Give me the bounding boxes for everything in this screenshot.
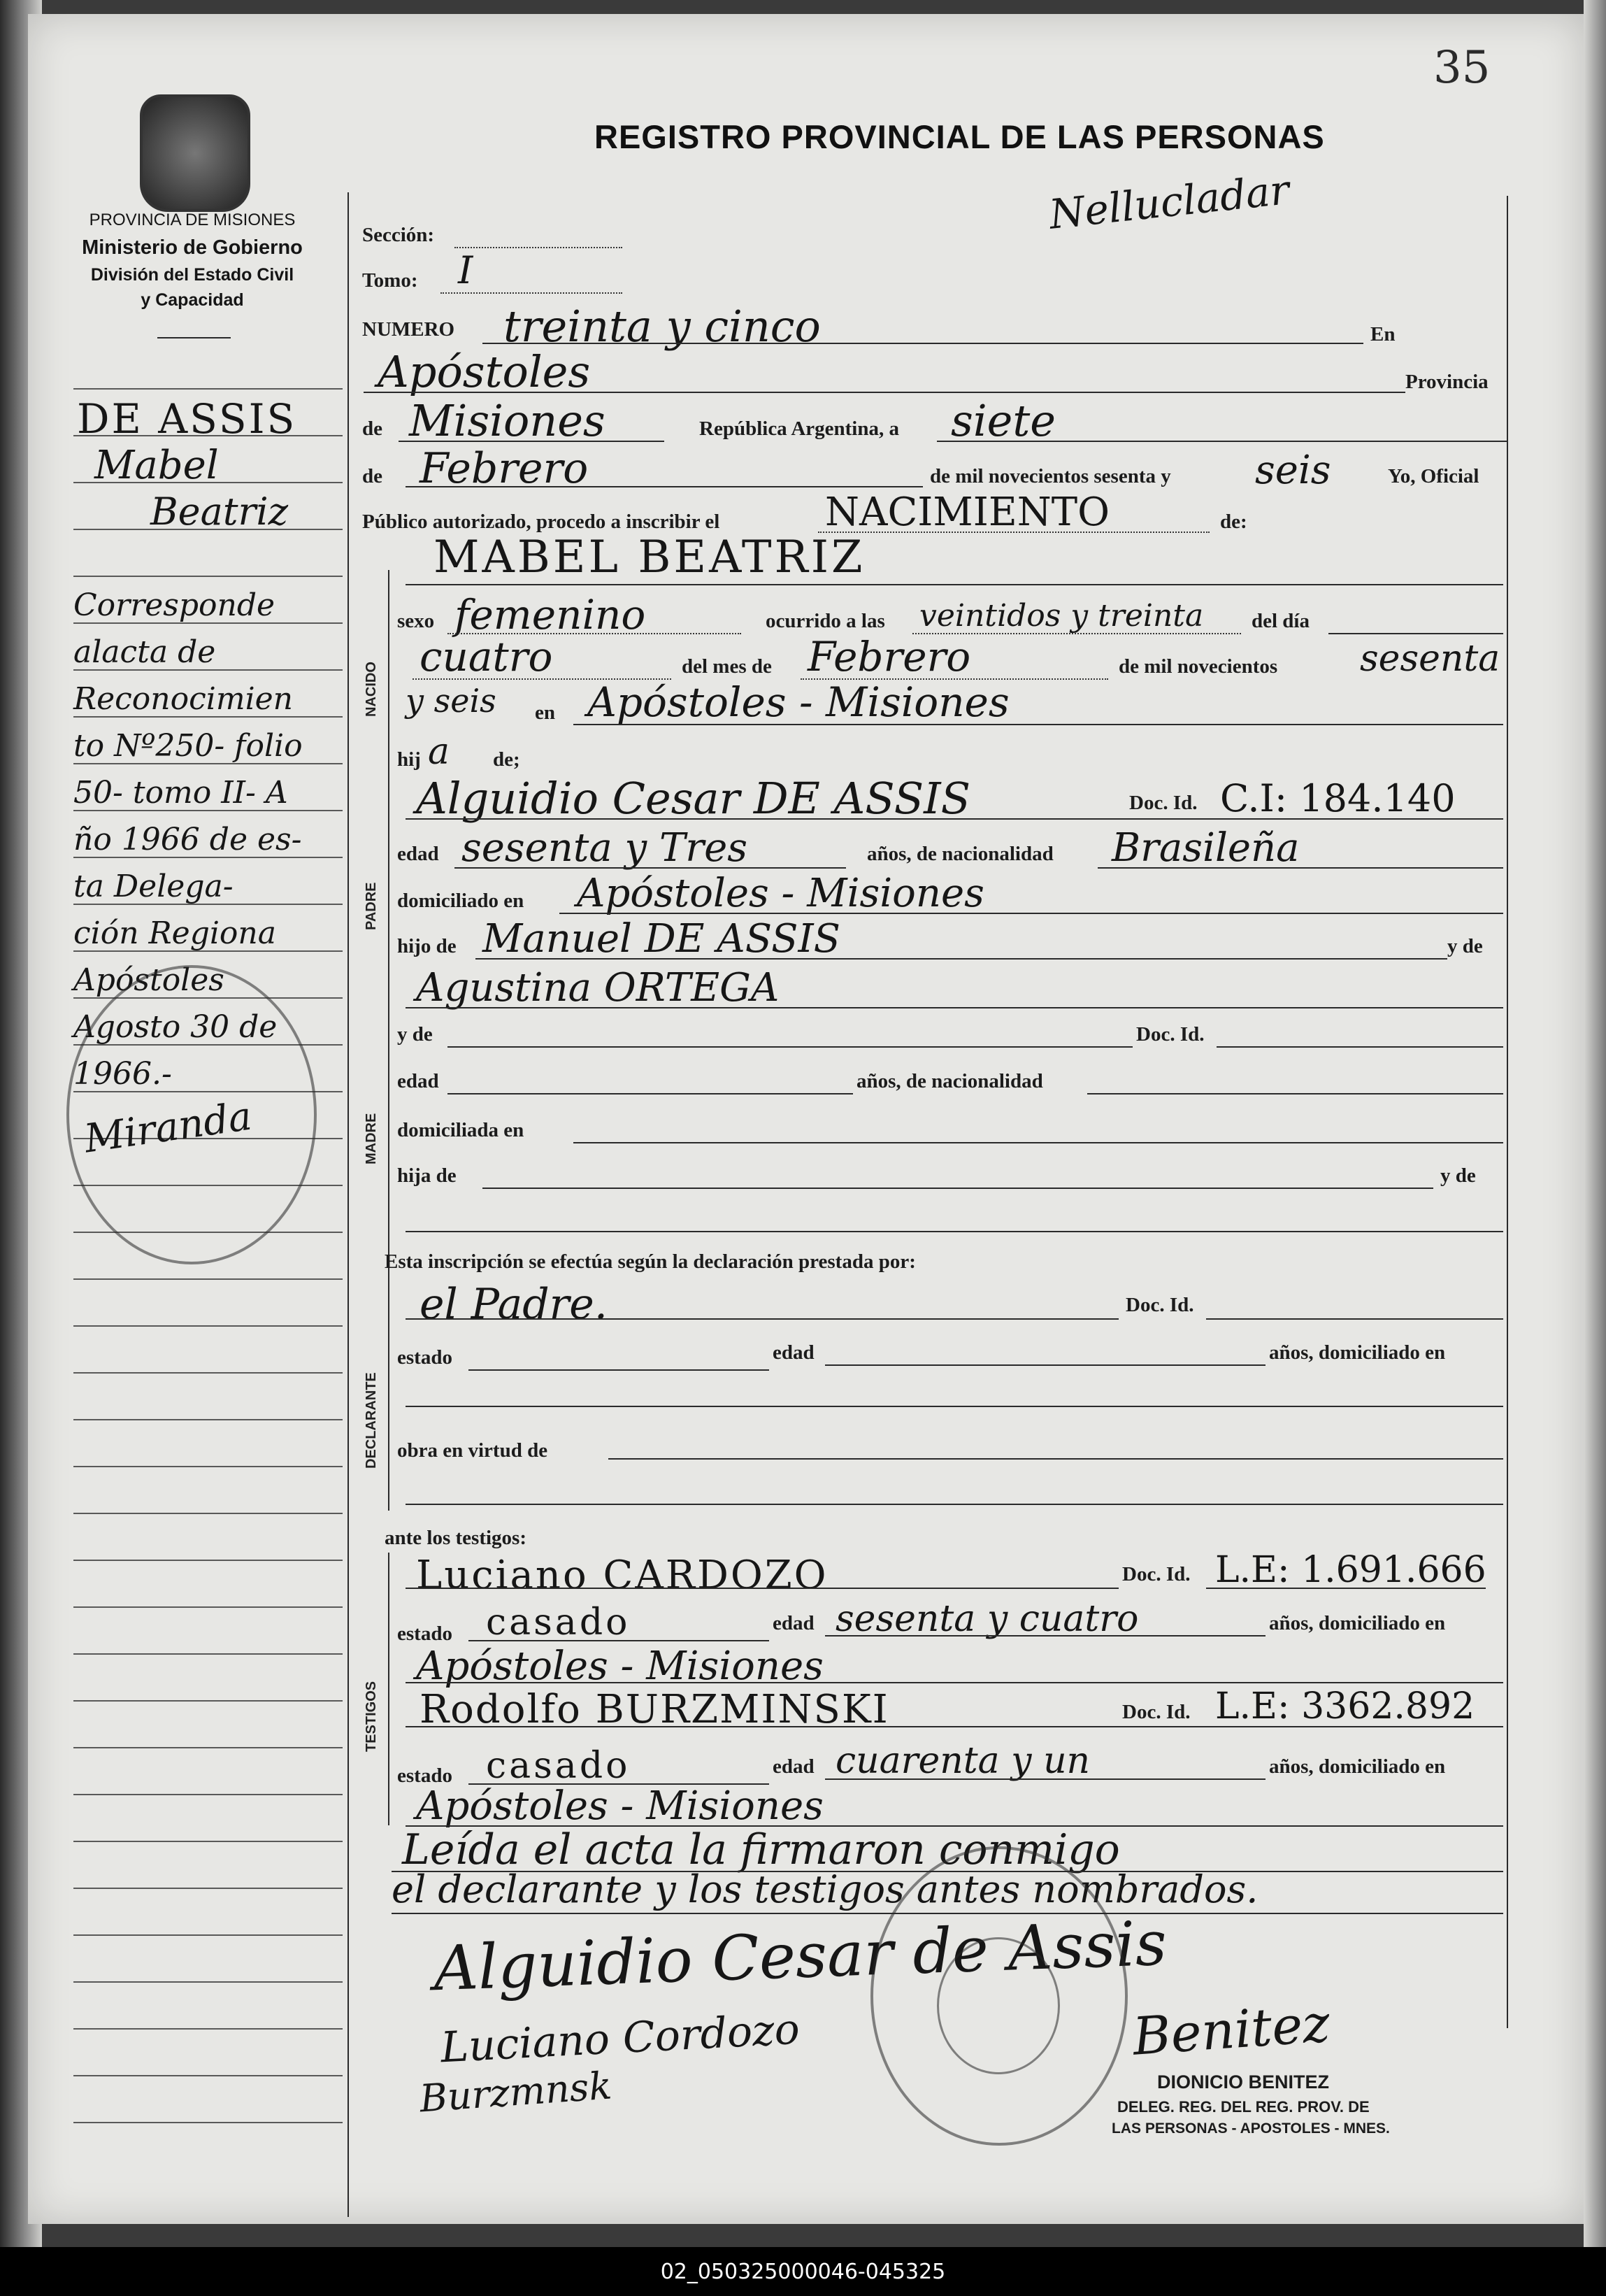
page-number: 35	[1433, 42, 1491, 94]
padre-madre-line	[406, 1007, 1503, 1008]
margin-rule-line	[73, 1700, 343, 1702]
right-rule	[1507, 196, 1508, 2028]
margin-rule-line	[73, 1794, 343, 1795]
side-label-padre: PADRE	[364, 882, 379, 930]
testigo2-line	[406, 1726, 1503, 1727]
madre-dom-label: domiciliada en	[397, 1119, 524, 1141]
testigo1-edad-line	[825, 1635, 1266, 1637]
signature-oficial: Benitez	[1131, 1993, 1332, 2067]
republica-label: República Argentina, a	[699, 418, 899, 440]
declarante-line	[406, 1318, 1119, 1320]
testigo1-line	[406, 1588, 1119, 1589]
tomo-line	[440, 292, 622, 294]
declarante-doc-line	[1206, 1318, 1503, 1320]
del-mes-label: del mes de	[682, 655, 772, 678]
signature-margin: Miranda	[81, 1093, 255, 1162]
margin-name2: Beatriz	[150, 490, 289, 534]
margin-note-line: Corresponde	[73, 587, 275, 623]
header-divider	[157, 337, 231, 338]
lugar-line	[364, 392, 1405, 393]
de-mil2-label: de mil novecientos	[1119, 655, 1278, 678]
footer-id: 02_050325000046-045325	[660, 2259, 946, 2284]
acto-value: NACIMIENTO	[825, 490, 1110, 535]
margin-rule-line	[73, 2122, 343, 2123]
madre-dom-line	[573, 1142, 1503, 1143]
anio-value: seis	[1255, 448, 1331, 493]
official-line2: DELEG. REG. DEL REG. PROV. DE	[1117, 2098, 1370, 2116]
testigo2-edad-value: cuarenta y un	[836, 1740, 1091, 1782]
padre-doc-label: Doc. Id.	[1129, 792, 1198, 814]
testigo2-estado-value: casado	[486, 1745, 631, 1787]
padre-doc-value: C.I: 184.140	[1220, 776, 1456, 820]
de-label-1: de	[362, 418, 382, 440]
publico-label: Público autorizado, procedo a inscribir el	[362, 511, 720, 533]
margin-rule-line	[73, 1372, 343, 1374]
official-line3: LAS PERSONAS - APOSTOLES - MNES.	[1112, 2120, 1390, 2137]
testigo1-estado-label: estado	[397, 1623, 452, 1645]
declarante-doc-label: Doc. Id.	[1126, 1294, 1194, 1316]
hija-de-label: hija de	[397, 1164, 457, 1187]
madre-nac-line	[1087, 1093, 1503, 1094]
margin-note-line: ño 1966 de es-	[73, 822, 302, 857]
madre-anos-label: años, de nacionalidad	[856, 1070, 1043, 1092]
testigo1-estado-value: casado	[486, 1602, 631, 1643]
mes-nac-value: Febrero	[808, 633, 971, 680]
margin-rule-line	[73, 1419, 343, 1420]
dia-a-value: siete	[951, 395, 1056, 446]
madre-doc-line	[1217, 1046, 1503, 1048]
de-semi-label: de;	[493, 748, 520, 771]
hijo-de-label: hijo de	[397, 935, 457, 957]
cierre-line-1: Leída el acta la firmaron conmigo	[402, 1825, 1120, 1874]
margin-name1: Mabel	[94, 443, 219, 488]
anio-nac-a-value: sesenta	[1360, 638, 1500, 680]
nombre-value: MABEL BEATRIZ	[433, 532, 866, 583]
page-edge	[1584, 0, 1606, 2296]
testigo1-doc-line	[1206, 1588, 1486, 1589]
margin-rule-line	[73, 1934, 343, 1936]
testigo1-edad-value: sesenta y cuatro	[836, 1598, 1139, 1640]
sexo-value: femenino	[454, 591, 646, 639]
cierre-line-2: el declarante y los testigos antes nombrados.	[392, 1867, 1259, 1911]
signature-padre: Alguidio Cesar de Assis	[432, 1906, 1168, 2005]
padre-madre-value: Agustina ORTEGA	[416, 965, 780, 1011]
official-name: DIONICIO BENITEZ	[1157, 2072, 1330, 2092]
declaracion-label: Esta inscripción se efectúa según la declaración prestada por:	[385, 1250, 916, 1273]
footer-bar	[0, 2247, 1606, 2296]
testigo1-dom-value: Apóstoles - Misiones	[416, 1643, 824, 1689]
margin-note-line: alacta de	[73, 634, 216, 670]
del-dia-label: del día	[1252, 610, 1310, 632]
de-label-2: de	[362, 465, 382, 487]
tomo-label: Tomo:	[362, 269, 418, 292]
madre-doc-label: Doc. Id.	[1136, 1023, 1205, 1046]
seccion-line	[454, 247, 622, 248]
en2-label: en	[535, 701, 555, 724]
hora-value: veintidos y treinta	[919, 598, 1204, 634]
testigo1-dom-line	[406, 1682, 1503, 1683]
obra-line	[608, 1458, 1503, 1460]
left-header	[42, 208, 343, 313]
madre-edad-line	[447, 1093, 853, 1094]
margin-rule-line	[73, 1278, 343, 1280]
margin-rule	[347, 192, 349, 2217]
margin-note-line: Reconocimien	[73, 681, 294, 717]
margin-note-line: 1966.-	[73, 1056, 172, 1092]
margin-note-line: ción Regiona	[73, 915, 276, 951]
obra-line-2	[406, 1504, 1503, 1505]
padre-dom-value: Apóstoles - Misiones	[577, 871, 984, 916]
margin-rule-line	[73, 576, 343, 577]
provincia-value: Misiones	[409, 395, 605, 446]
side-label-madre: MADRE	[364, 1113, 379, 1164]
margin-note-line: ta Delega-	[73, 869, 234, 904]
padre-edad-label: edad	[397, 843, 439, 865]
side-label-declarante: DECLARANTE	[364, 1372, 379, 1469]
division-label: División del Estado Civil	[90, 264, 294, 285]
lugar-nac-value: Apóstoles - Misiones	[587, 678, 1010, 726]
margin-surname: DE ASSIS	[77, 395, 297, 443]
margin-note-line: Apóstoles	[73, 962, 224, 998]
testigo1-doc-value: L.E: 1.691.666	[1215, 1549, 1486, 1591]
margin-rule-line	[73, 2075, 343, 2076]
testigo1-edad-label: edad	[773, 1612, 815, 1634]
coat-of-arms-seal	[140, 94, 250, 212]
section-rule	[388, 570, 389, 1511]
testigo2-edad-line	[825, 1778, 1266, 1780]
margin-rule-line	[73, 1747, 343, 1748]
side-label-nacido: NACIDO	[364, 662, 379, 717]
hij-label: hij	[397, 748, 421, 771]
testigo1-estado-line	[468, 1640, 769, 1641]
declarante-value: el Padre.	[420, 1280, 608, 1329]
testigo2-doc-label: Doc. Id.	[1122, 1701, 1191, 1723]
margin-rule-line	[73, 1981, 343, 1983]
margin-rule-line	[73, 1513, 343, 1514]
province-label: PROVINCIA DE MISIONES	[89, 211, 296, 229]
yo-oficial-label: Yo, Oficial	[1388, 465, 1479, 487]
margin-rule-line	[73, 2028, 343, 2030]
capacity-label: y Capacidad	[141, 290, 244, 311]
declarante-estado-line	[468, 1369, 769, 1371]
margin-rule-line	[73, 1653, 343, 1655]
testigo2-value: Rodolfo BURZMINSKI	[420, 1687, 889, 1732]
nombre-line	[406, 584, 1503, 585]
padre-nac-line	[1098, 867, 1503, 869]
dia-value: cuatro	[420, 633, 553, 680]
mes-line	[406, 486, 923, 487]
official-stamp-margin	[66, 965, 317, 1264]
margin-rule-line	[73, 1841, 343, 1842]
tomo-value: I	[458, 248, 473, 292]
testigo1-doc-label: Doc. Id.	[1122, 1563, 1191, 1585]
margin-rule-line	[73, 1466, 343, 1467]
padre-nac-value: Brasileña	[1112, 825, 1300, 871]
padre-padre-line	[475, 958, 1447, 960]
padre-nombre-value: Alguidio Cesar DE ASSIS	[416, 773, 971, 824]
provincia-label: Provincia	[1405, 371, 1489, 393]
signature-testigo2: Burzmnsk	[418, 2063, 614, 2121]
de-colon-label: de:	[1220, 511, 1247, 533]
lugar-value: Apóstoles	[378, 346, 591, 397]
testigo2-edad-label: edad	[773, 1755, 815, 1778]
de-mil-label: de mil novecientos sesenta y	[930, 465, 1171, 487]
ministry-label: Ministerio de Gobierno	[82, 236, 303, 259]
signature-testigo1: Luciano Cordozo	[439, 2004, 801, 2073]
del-dia-line	[1328, 633, 1503, 634]
hij-suffix: a	[428, 731, 450, 773]
madre-nombre-line	[447, 1046, 1133, 1048]
margin-note-line: to Nº250- folio	[73, 728, 303, 764]
declarante-edad-label: edad	[773, 1341, 815, 1364]
y-de-label-1: y de	[1447, 935, 1483, 957]
margin-rule-line	[73, 388, 343, 390]
declarante-anos-label: años, domiciliado en	[1269, 1341, 1446, 1364]
numero-value: treinta y cinco	[503, 301, 821, 352]
padre-dom-line	[559, 913, 1503, 914]
ante-label: ante los testigos:	[385, 1527, 526, 1549]
y-de-label-2: y de	[1440, 1164, 1476, 1187]
testigo2-estado-label: estado	[397, 1764, 452, 1787]
numero-line	[482, 343, 1363, 344]
official-stamp-inner	[937, 1937, 1060, 2074]
padre-padre-value: Manuel DE ASSIS	[482, 916, 840, 962]
declarante-edad-line	[825, 1364, 1266, 1366]
ocurrido-label: ocurrido a las	[766, 610, 885, 632]
seccion-label: Sección:	[362, 224, 435, 246]
declarante-estado-label: estado	[397, 1346, 452, 1369]
hija-de-line	[482, 1188, 1433, 1189]
testigo1-anos-label: años, domiciliado en	[1269, 1612, 1446, 1634]
testigo2-anos-label: años, domiciliado en	[1269, 1755, 1446, 1778]
dia-a-line	[937, 441, 1507, 442]
anio-nac-b-value: y seis	[406, 682, 496, 720]
padre-dom-label: domiciliado en	[397, 890, 524, 912]
madre-y-de-label: y de	[397, 1023, 433, 1046]
mes-value: Febrero	[420, 444, 589, 493]
testigo2-dom-value: Apóstoles - Misiones	[416, 1783, 824, 1829]
testigo1-value: Luciano CARDOZO	[416, 1553, 829, 1598]
padre-edad-line	[454, 867, 846, 869]
acto-line	[818, 532, 1210, 533]
top-signature: Nellucladar	[1047, 166, 1292, 238]
sexo-label: sexo	[397, 610, 435, 632]
madre-edad-label: edad	[397, 1070, 439, 1092]
testigo2-doc-value: L.E: 3362.892	[1215, 1685, 1475, 1727]
side-label-testigos: TESTIGOS	[364, 1681, 379, 1752]
section-rule-testigos	[388, 1553, 389, 1825]
page-title: REGISTRO PROVINCIAL DE LAS PERSONAS	[594, 118, 1325, 155]
padre-edad-value: sesenta y Tres	[461, 825, 747, 871]
en-label: En	[1370, 323, 1396, 345]
padre-anos-label: años, de nacionalidad	[867, 843, 1054, 865]
declarante-dom-line	[406, 1406, 1503, 1407]
margin-rule-line	[73, 1888, 343, 1889]
obra-label: obra en virtud de	[397, 1439, 548, 1462]
margin-rule-line	[73, 1325, 343, 1327]
margin-rule-line	[73, 1560, 343, 1561]
margin-note-line: 50- tomo II- A	[73, 775, 288, 811]
margin-note-line: Agosto 30 de	[73, 1009, 278, 1045]
madre-extra-line	[406, 1231, 1503, 1232]
lugar-nac-line	[573, 724, 1503, 725]
provincia-line	[399, 441, 664, 442]
margin-rule-line	[73, 1606, 343, 1608]
numero-label: NUMERO	[362, 318, 455, 341]
